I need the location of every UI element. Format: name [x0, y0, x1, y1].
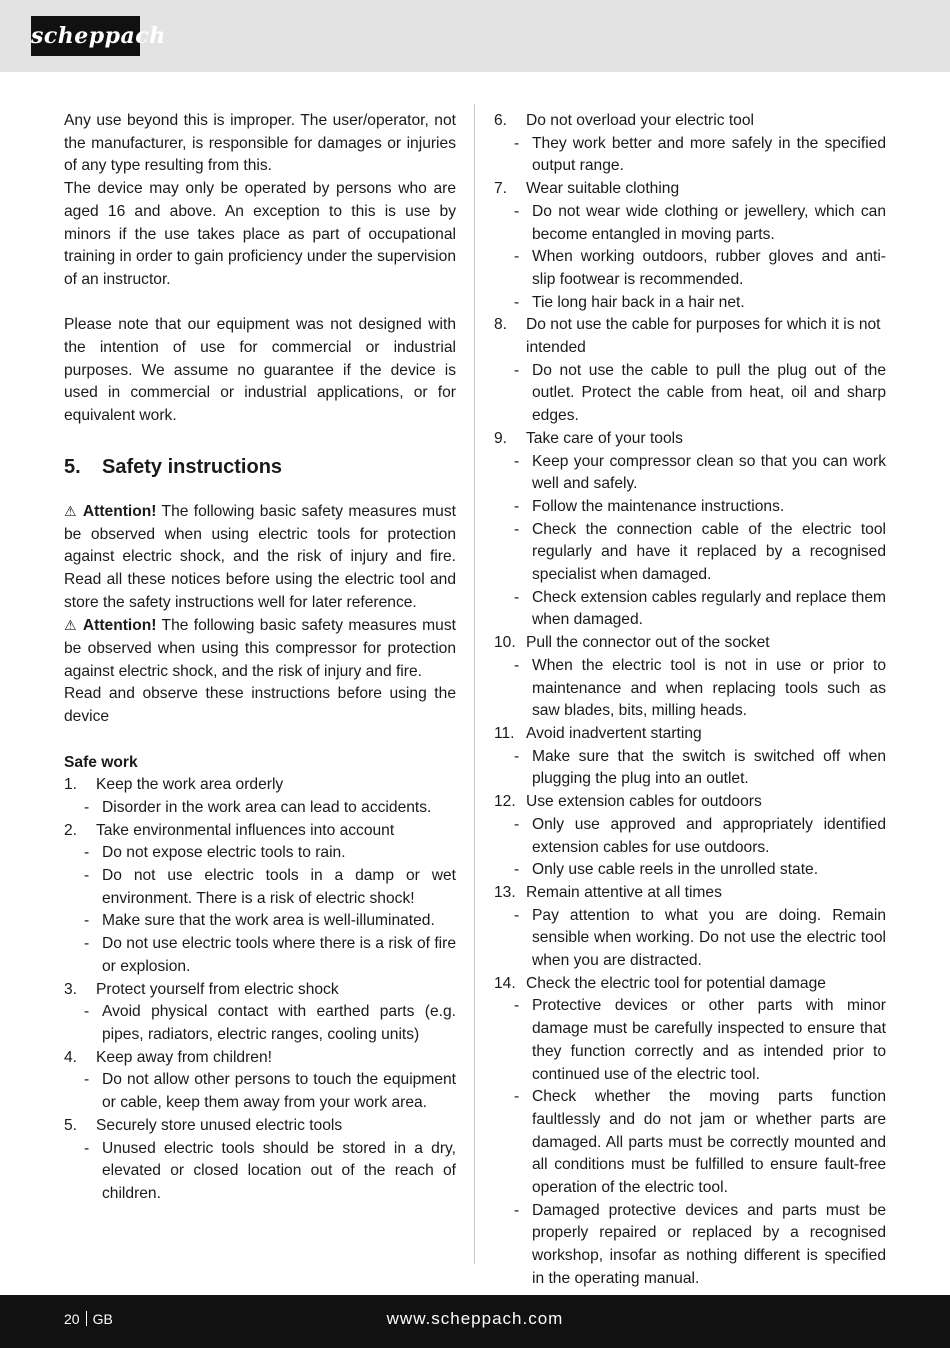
sub-item: [494, 995, 886, 1086]
dash-bullet: -: [514, 588, 520, 606]
dash-bullet: -: [514, 134, 520, 152]
sub-item-text: Avoid physical contact with earthed parts (e.g. pipes, radiators, electric ranges, cooling units): [102, 1003, 456, 1043]
page-footer: [0, 1295, 950, 1348]
sub-item-text: Keep your compressor clean so that you can work well and safely.: [532, 452, 886, 493]
sub-item: [494, 746, 886, 791]
item-number: 10.: [494, 634, 516, 652]
read-observe-text: Read and observe these instructions before using the device: [64, 685, 456, 726]
item-title: Take environmental influences into account: [96, 821, 395, 839]
item-title: Keep the work area orderly: [96, 776, 284, 794]
sub-item: [64, 842, 456, 865]
sub-item-text: Do not expose electric tools to rain.: [102, 844, 346, 862]
dash-bullet: -: [514, 1088, 520, 1106]
intro-paragraph-1: Any use beyond this is improper. The user/operator, not the manufacturer, is responsible for damages or injuries of any type resulting from this.: [64, 112, 456, 175]
item-number: 5.: [64, 1116, 78, 1134]
language-code: GB: [92, 1311, 113, 1327]
sub-item: [494, 292, 886, 315]
attention-text-1: The following basic safety measures must be observed when using electric tools for protection against electric shock, and the risk of injury and fire. Read all these notices before using the electric tool and store the safety instructions well for later reference.: [64, 502, 456, 611]
sub-item: [64, 797, 456, 820]
dash-bullet: -: [84, 1071, 90, 1089]
sub-item-text: Damaged protective devices and parts must be properly repaired or replaced by a recognised workshop, insofar as nothing different is specified in the operating manual.: [532, 1201, 886, 1287]
sub-item: [494, 133, 886, 178]
sub-item: [494, 360, 886, 428]
dash-bullet: -: [84, 798, 90, 816]
item-title: Keep away from children!: [96, 1048, 272, 1066]
sub-item: [494, 587, 886, 632]
sub-item-text: Do not wear wide clothing or jewellery, which can become entangled in moving parts.: [532, 202, 886, 243]
dash-bullet: -: [514, 997, 520, 1015]
sub-item-text: Do not use electric tools in a damp or wet environment. There is a risk of electric shock!: [102, 867, 456, 907]
left-column: [64, 110, 456, 1206]
sub-item: [64, 910, 456, 933]
sub-item: [494, 496, 886, 519]
attention-label: Attention!: [82, 502, 157, 520]
warning-icon: ⚠: [64, 617, 78, 634]
list-item: [64, 820, 456, 843]
safety-list-continued: [494, 110, 886, 1291]
list-item: [494, 178, 886, 201]
sub-item: [494, 1200, 886, 1291]
sub-item: [64, 1138, 456, 1206]
dash-bullet: -: [84, 844, 90, 862]
item-number: 6.: [494, 112, 508, 129]
item-title: Remain attentive at all times: [526, 883, 722, 901]
column-divider: [474, 104, 475, 1264]
attention-text-2: The following basic safety measures must be observed when using this compressor for protection against electric shock, and the risk of injury and fire.: [64, 617, 456, 680]
list-item: [494, 632, 886, 655]
dash-bullet: -: [514, 361, 520, 379]
sub-item-text: Do not use the cable to pull the plug out of the outlet. Protect the cable from heat, oil and sharp edges.: [532, 361, 886, 425]
section-title: Safety instructions: [102, 455, 283, 478]
sub-item-text: Follow the maintenance instructions.: [532, 497, 785, 515]
dash-bullet: -: [84, 1003, 90, 1021]
item-number: 7.: [494, 180, 508, 198]
sub-item: [494, 859, 886, 882]
item-title: Do not overload your electric tool: [526, 112, 754, 129]
dash-bullet: -: [514, 452, 520, 470]
sub-item: [494, 201, 886, 246]
item-number: 9.: [494, 429, 508, 447]
dash-bullet: -: [84, 867, 90, 885]
sub-item: [64, 933, 456, 978]
dash-bullet: -: [514, 202, 520, 220]
sub-item-text: Disorder in the work area can lead to accidents.: [102, 798, 432, 816]
item-title: Securely store unused electric tools: [96, 1116, 343, 1134]
dash-bullet: -: [514, 248, 520, 266]
sub-item-text: Make sure that the switch is switched off when plugging the plug into an outlet.: [532, 747, 886, 788]
sub-item-text: Make sure that the work area is well-illuminated.: [102, 912, 435, 930]
sub-item-text: They work better and more safely in the specified output range.: [532, 134, 886, 175]
item-title: Avoid inadvertent starting: [526, 724, 702, 742]
intro-paragraph-3: Please note that our equipment was not designed with the intention of use for commercial or industrial purposes. We assume no guarantee if the device is used in commercial or industrial applications, or for equivalent work.: [64, 316, 456, 425]
safe-work-list: [64, 774, 456, 1205]
dash-bullet: -: [514, 747, 520, 765]
sub-item-text: When working outdoors, rubber gloves and anti-slip footwear is recommended.: [532, 248, 886, 288]
section-number: 5.: [64, 455, 81, 478]
attention-paragraph-2: [64, 614, 456, 683]
sub-item-text: Unused electric tools should be stored in a dry, elevated or closed location out of the reach of children.: [102, 1139, 456, 1202]
page-header: [0, 0, 950, 72]
warning-icon: ⚠: [64, 502, 78, 519]
item-title: Take care of your tools: [526, 429, 683, 447]
sub-item-text: Tie long hair back in a hair net.: [532, 293, 745, 311]
sub-item-text: Do not use electric tools where there is a risk of fire or explosion.: [102, 935, 456, 975]
sub-item-text: Pay attention to what you are doing. Remain sensible when working. Do not use the electric tool when you are distracted.: [532, 906, 886, 970]
dash-bullet: -: [514, 906, 520, 924]
list-item: [494, 973, 886, 996]
section-heading: [64, 454, 456, 480]
sub-item-text: Only use cable reels in the unrolled state.: [532, 861, 819, 879]
sub-item: [494, 655, 886, 723]
attention-label: Attention!: [82, 617, 157, 635]
list-item: [494, 314, 886, 359]
item-number: 2.: [64, 821, 78, 839]
page-number-value: 20: [64, 1311, 80, 1327]
list-item: [494, 791, 886, 814]
dash-bullet: -: [84, 935, 90, 953]
sub-item-text: Only use approved and appropriately identified extension cables for use outdoors.: [532, 815, 886, 856]
list-item: [64, 979, 456, 1002]
dash-bullet: -: [514, 861, 520, 879]
list-item: [64, 1115, 456, 1138]
sub-item-text: Protective devices or other parts with minor damage must be carefully inspected to ensure that they function correctly and as intended prior to continued use of the electric tool.: [532, 997, 886, 1083]
sub-item: [494, 246, 886, 291]
intro-paragraph-2: The device may only be operated by persons who are aged 16 and above. An exception to this is use by minors if the use takes place as part of occupational training in order to gain proficiency under the supervision of an instructor.: [64, 180, 456, 288]
dash-bullet: -: [514, 1201, 520, 1219]
item-title: Use extension cables for outdoors: [526, 793, 762, 811]
brand-logo: scheppach: [31, 16, 140, 56]
sub-item-text: Do not allow other persons to touch the equipment or cable, keep them away from your work area.: [102, 1071, 456, 1112]
dash-bullet: -: [514, 293, 520, 311]
item-number: 4.: [64, 1048, 78, 1066]
safe-work-heading: Safe work: [64, 753, 138, 771]
dash-bullet: -: [84, 1139, 90, 1157]
sub-item: [494, 905, 886, 973]
sub-item: [494, 519, 886, 587]
list-item: [64, 1047, 456, 1070]
sub-item-text: Check the connection cable of the electric tool regularly and have it replaced by a recognised specialist when damaged.: [532, 520, 886, 584]
sub-item: [494, 1086, 886, 1200]
item-title: Check the electric tool for potential damage: [526, 974, 826, 992]
item-number: 14.: [494, 974, 516, 992]
attention-paragraph-1: [64, 500, 456, 615]
item-number: 13.: [494, 883, 516, 901]
sub-item: [64, 865, 456, 910]
item-number: 1.: [64, 776, 78, 794]
sub-item: [64, 1001, 456, 1046]
list-item: [494, 428, 886, 451]
item-title: Pull the connector out of the socket: [526, 634, 770, 652]
website-url: www.scheppach.com: [386, 1309, 564, 1328]
sub-item-text: Check whether the moving parts function faultlessly and do not jam or whether parts are damaged. All parts must be correctly mounted and all conditions must be fulfilled to ensure fault-free operation of the electric tool.: [532, 1088, 886, 1197]
item-title: Protect yourself from electric shock: [96, 980, 339, 998]
dash-bullet: -: [514, 520, 520, 538]
right-column: [494, 110, 886, 1291]
list-item: [494, 723, 886, 746]
dash-bullet: -: [84, 912, 90, 930]
list-item: [64, 774, 456, 797]
list-item: [494, 110, 886, 133]
item-title: Do not use the cable for purposes for which it is not intended: [526, 316, 881, 357]
sub-item: [494, 814, 886, 859]
dash-bullet: -: [514, 815, 520, 833]
item-number: 11.: [494, 724, 515, 742]
dash-bullet: -: [514, 656, 520, 674]
sub-item: [494, 451, 886, 496]
sub-item-text: When the electric tool is not in use or prior to maintenance and when replacing tools such as saw blades, bits, milling heads.: [532, 656, 886, 720]
sub-item-text: Check extension cables regularly and replace them when damaged.: [532, 588, 886, 629]
sub-item: [64, 1069, 456, 1114]
item-number: 8.: [494, 316, 508, 334]
item-title: Wear suitable clothing: [526, 180, 680, 198]
item-number: 3.: [64, 980, 78, 998]
list-item: [494, 882, 886, 905]
item-number: 12.: [494, 793, 516, 811]
dash-bullet: -: [514, 497, 520, 515]
